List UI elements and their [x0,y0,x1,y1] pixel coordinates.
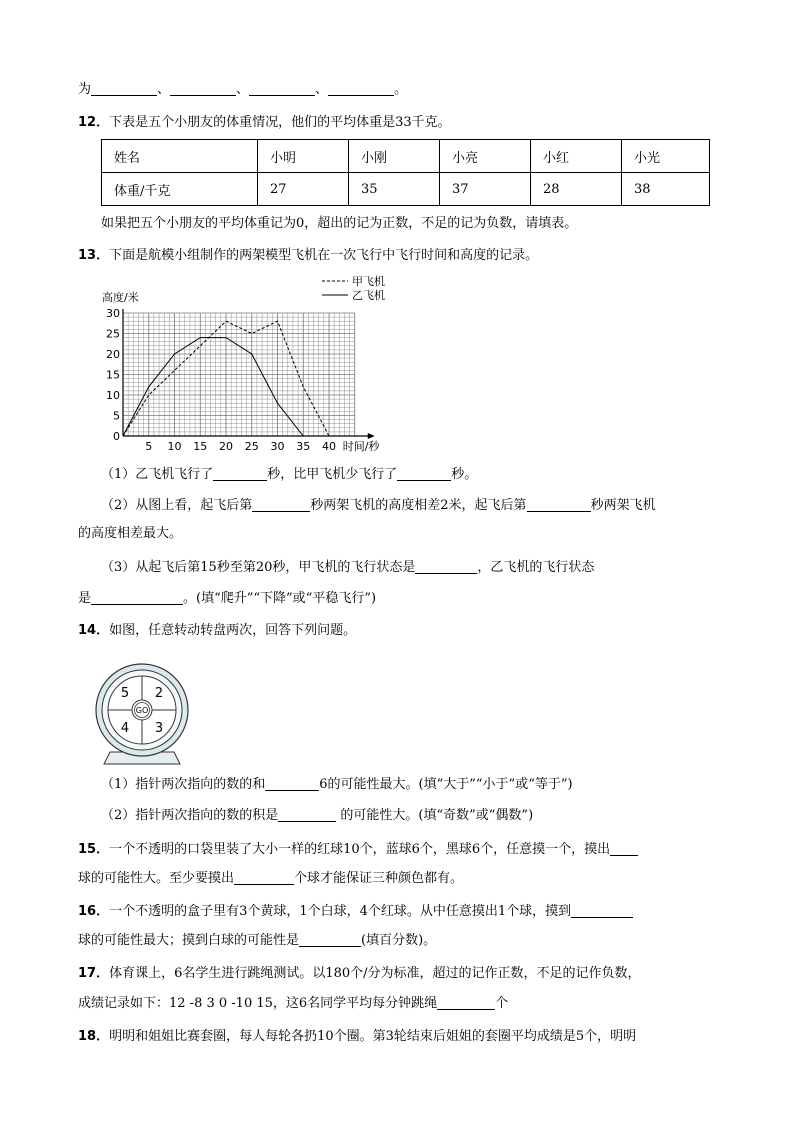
table-cell: 体重/千克 [102,173,258,206]
answer-blank[interactable] [278,807,336,822]
legend-label: 甲飞机 [352,275,385,288]
q14-sub2: （2）指针两次指向的数的积是 的可能性大。(填“奇数”或“偶数”) [101,808,534,823]
x-tick-label: 40 [322,440,336,453]
y-tick-label: 25 [106,327,120,341]
x-tick-label: 5 [145,440,153,453]
x-tick-label: 25 [244,440,259,453]
q18-line1: 18．明明和姐姐比赛套圈，每人每轮各扔10个圈。第3轮结束后姐姐的套圈平均成绩是5个，明明 [78,1029,637,1044]
answer-blank[interactable] [397,466,451,481]
q14-stem: 14．如图，任意转动转盘两次，回答下列问题。 [78,623,357,638]
x-axis-label: 时间/秒 [342,440,380,453]
spinner-center-label: GO [135,706,149,715]
table-header-cell: 小红 [531,140,622,173]
table-header-cell: 小亮 [440,140,531,173]
spinner-number: 2 [154,686,164,701]
spinner-number: 5 [120,686,130,701]
question-number: 12． [78,115,110,130]
table-header-cell: 小刚 [349,140,440,173]
y-tick-label: 10 [106,389,120,402]
y-tick-label: 30 [106,307,120,320]
y-tick-label: 20 [106,348,120,361]
y-tick-label: 5 [113,409,120,423]
q13-stem: 13．下面是航模小组制作的两架模型飞机在一次飞行中飞行时间和高度的记录。 [78,248,539,263]
question-number: 18． [78,1029,110,1044]
weight-table [101,139,710,206]
q14-sub1: （1）指针两次指向的数的和 6的可能性最大。(填“大于”“小于”或“等于”) [101,777,573,792]
answer-blank[interactable] [328,81,394,96]
x-tick-label: 35 [296,440,311,453]
answer-blank[interactable] [571,903,633,918]
answer-blank[interactable] [527,497,591,512]
answer-blank[interactable] [610,841,638,856]
q12-stem: 12．下表是五个小朋友的体重情况，他们的平均体重是33千克。 [78,115,451,130]
q12-note: 如果把五个小朋友的平均体重记为0，超出的记为正数，不足的记为负数，请填表。 [101,216,578,231]
x-axis-arrow [368,433,375,439]
legend-label: 乙飞机 [352,289,385,302]
table-cell: 38 [622,173,710,206]
q13-sub2: （2）从图上看，起飞后第 秒两架飞机的高度相差2米，起飞后第 秒两架飞机 [101,498,656,513]
answer-blank[interactable] [170,81,236,96]
q15-line2: 球的可能性大。至少要摸出 个球才能保证三种颜色都有。 [78,871,464,886]
q17-line2: 成绩记录如下：12 -8 3 0 -10 15，这6名同学平均每分钟跳绳 个 [78,996,509,1011]
x-tick-label: 20 [219,440,233,453]
question-number: 16． [78,904,110,919]
answer-blank[interactable] [437,995,495,1010]
origin-label: 0 [113,430,120,443]
y-axis-label: 高度/米 [102,291,139,304]
spinner-number: 4 [120,721,130,736]
table-row [102,140,710,173]
q13-sub3-cont: 是 。(填“爬升”“下降”或“平稳飞行”) [78,591,377,606]
x-tick-label: 10 [167,440,182,453]
answer-blank[interactable] [234,870,294,885]
q13-sub1: （1）乙飞机飞行了 秒，比甲飞机少飞行了 秒。 [101,467,478,482]
answer-blank[interactable] [213,466,267,481]
question-number: 17． [78,966,110,981]
answer-blank[interactable] [249,81,315,96]
question-number: 14． [78,623,110,638]
answer-blank[interactable] [91,81,157,96]
q13-sub2-cont: 的高度相差最大。 [78,526,183,541]
spinner-figure [92,660,192,766]
x-tick-label: 15 [193,440,208,453]
y-tick-label: 15 [106,368,120,382]
table-header-cell: 小光 [622,140,710,173]
table-row [102,173,710,206]
q13-sub3: （3）从起飞后第15秒至第20秒，甲飞机的飞行状态是 ，乙飞机的飞行状态 [101,560,595,575]
q16-line1: 16．一个不透明的盒子里有3个黄球，1个白球，4个红球。从中任意摸出1个球，摸到 [78,902,633,922]
q17-line1: 17．体育课上，6名学生进行跳绳测试。以180个/分为标准，超过的记作正数，不足的记作负数， [78,966,641,981]
answer-blank[interactable] [91,590,183,605]
table-cell: 28 [531,173,622,206]
question-number: 15． [78,842,110,857]
answer-blank[interactable] [265,776,319,791]
answer-blank[interactable] [415,559,477,574]
q16-line2: 球的可能性最大；摸到白球的可能性是 (填百分数)。 [78,933,437,948]
q15-line1: 15．一个不透明的口袋里装了大小一样的红球10个，蓝球6个，黑球6个，任意摸一个，摸出 [78,840,638,860]
flight-chart [96,275,436,460]
q11-line: 为 、 、 、 。 [78,82,408,97]
answer-blank[interactable] [299,932,361,947]
table-cell: 35 [349,173,440,206]
spinner-number: 3 [154,721,164,736]
x-tick-label: 30 [270,440,285,453]
table-cell: 27 [258,173,349,206]
question-number: 13． [78,248,110,263]
table-cell: 37 [440,173,531,206]
table-header-cell: 姓名 [102,140,258,173]
answer-blank[interactable] [252,497,310,512]
table-header-cell: 小明 [258,140,349,173]
